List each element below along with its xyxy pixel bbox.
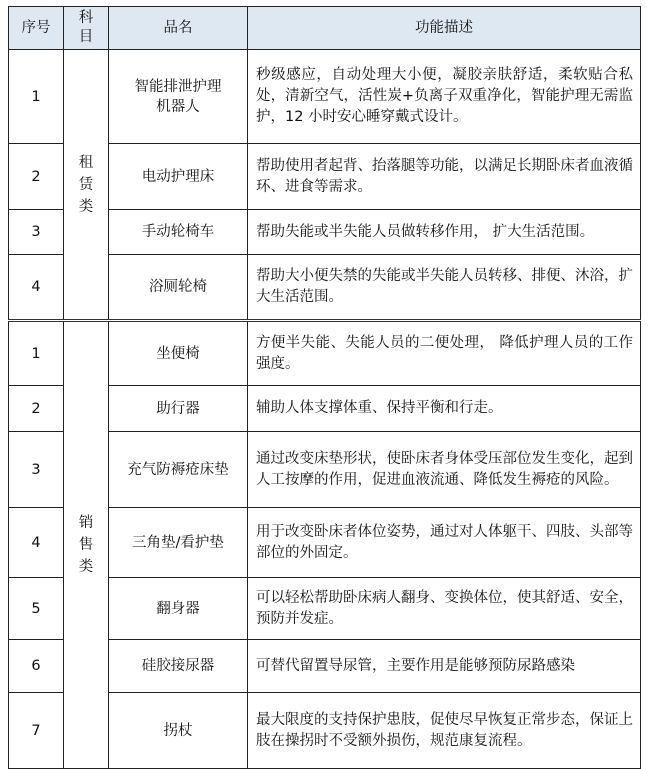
product-name bbox=[109, 144, 248, 210]
row-index: 6 bbox=[9, 640, 64, 693]
product-name-line1: 充气防褥疮床垫 bbox=[127, 461, 229, 478]
row-index: 7 bbox=[9, 693, 64, 769]
header-row bbox=[9, 7, 641, 50]
product-name-line1: 坐便椅 bbox=[156, 345, 200, 362]
product-name bbox=[109, 50, 248, 144]
product-description: 秒级感应，自动处理大小便，凝胶亲肤舒适，柔软贴合私处，清新空气，活性炭+负离子双重净化，智能护理无需监护，12 小时安心睡穿戴式设计。 bbox=[248, 50, 641, 144]
product-name bbox=[109, 255, 248, 321]
product-name bbox=[109, 321, 248, 386]
product-name bbox=[109, 508, 248, 578]
product-description: 帮助大小便失禁的失能或半失能人员转移、排便、沐浴，扩大生活范围。 bbox=[248, 255, 641, 321]
row-index: 4 bbox=[9, 255, 64, 321]
product-name-line2: 机器人 bbox=[156, 98, 200, 115]
header-index: 序号 bbox=[9, 7, 64, 50]
product-table bbox=[8, 6, 641, 769]
row-index: 2 bbox=[9, 144, 64, 210]
product-name-line1: 硅胶接尿器 bbox=[141, 658, 215, 674]
row-index: 4 bbox=[9, 508, 64, 578]
product-name bbox=[109, 640, 248, 693]
header-category-line2: 目 bbox=[78, 29, 94, 45]
product-name-line1: 翻身器 bbox=[156, 600, 200, 617]
product-description: 帮助使用者起背、抬落腿等功能，以满足长期卧床者血液循环、进食等需求。 bbox=[248, 144, 641, 210]
product-name bbox=[109, 693, 248, 769]
row-index: 3 bbox=[9, 210, 64, 255]
category-cell bbox=[64, 50, 109, 321]
product-name-line1: 智能排泄护理 bbox=[134, 78, 222, 95]
header-description: 功能描述 bbox=[248, 7, 641, 50]
product-name-line1: 电动护理床 bbox=[141, 168, 215, 185]
product-name-line1: 助行器 bbox=[156, 400, 200, 417]
product-description: 用于改变卧床者体位姿势，通过对人体躯干、四肢、头部等部位的外固定。 bbox=[248, 508, 641, 578]
product-description: 可以轻松帮助卧床病人翻身、变换体位，使其舒适、安全，预防并发症。 bbox=[248, 578, 641, 640]
product-description: 通过改变床垫形状，使卧床者身体受压部位发生变化，起到人工按摩的作用，促进血液流通、降低发生褥疮的风险。 bbox=[248, 432, 641, 508]
category-char: 销 bbox=[78, 515, 94, 531]
header-name: 品名 bbox=[109, 7, 248, 50]
product-name bbox=[109, 578, 248, 640]
product-description: 最大限度的支持保护患肢，促使尽早恢复正常步态，保证上肢在操拐时不受额外损伤，规范康复流程。 bbox=[248, 693, 641, 769]
product-name bbox=[109, 432, 248, 508]
row-index: 3 bbox=[9, 432, 64, 508]
product-name bbox=[109, 210, 248, 255]
product-description: 可替代留置导尿管，主要作用是能够预防尿路感染 bbox=[248, 640, 641, 693]
category-char: 赁 bbox=[78, 176, 94, 193]
product-description: 辅助人体支撑体重、保持平衡和行走。 bbox=[248, 386, 641, 432]
table-body bbox=[9, 50, 641, 769]
row-index: 1 bbox=[9, 321, 64, 386]
product-name-line1: 拐杖 bbox=[163, 722, 193, 739]
product-description: 方便半失能、失能人员的二便处理， 降低护理人员的工作强度。 bbox=[248, 321, 641, 386]
product-description: 帮助失能或半失能人员做转移作用， 扩大生活范围。 bbox=[248, 210, 641, 255]
table-row bbox=[9, 321, 641, 386]
category-char: 类 bbox=[78, 559, 94, 575]
category-char: 售 bbox=[78, 537, 94, 553]
category-char: 租 bbox=[78, 154, 94, 171]
category-cell bbox=[64, 321, 109, 769]
product-name-line1: 浴厕轮椅 bbox=[149, 279, 207, 295]
product-name bbox=[109, 386, 248, 432]
row-index: 2 bbox=[9, 386, 64, 432]
header-category-line1: 科 bbox=[78, 10, 94, 26]
category-char: 类 bbox=[78, 198, 94, 215]
product-name-line1: 三角垫/看护垫 bbox=[132, 534, 224, 551]
row-index: 1 bbox=[9, 50, 64, 144]
header-category bbox=[64, 7, 109, 50]
row-index: 5 bbox=[9, 578, 64, 640]
product-name-line1: 手动轮椅车 bbox=[141, 224, 215, 240]
table-row bbox=[9, 50, 641, 144]
